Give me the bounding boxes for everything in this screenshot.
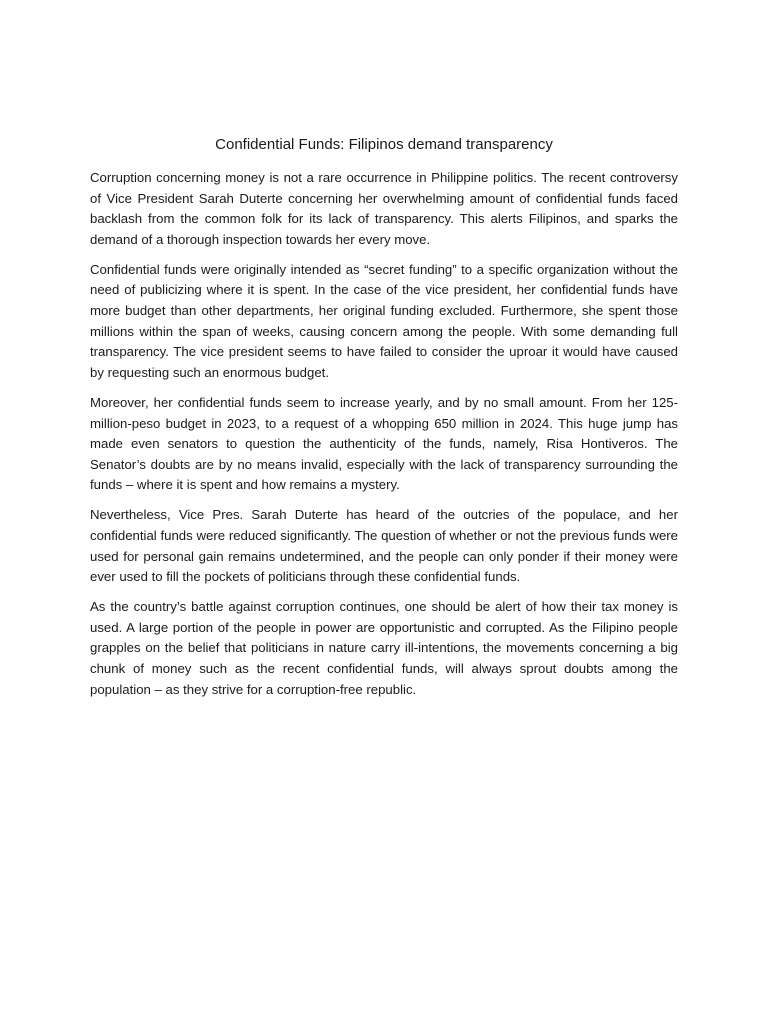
paragraph-2: Confidential funds were originally intended as “secret funding” to a specific organization without the need of publicizing where it is spent. In the case of the vice president, her confidential funds have more budget than other departments, her original funding excluded. Furthermore, she spent those millions within the span of weeks, causing concern among the people. With some demanding full transparency. The vice president seems to have failed to consider the uproar it would have caused by requesting such an enormous budget. xyxy=(90,261,678,380)
document-body xyxy=(90,168,678,710)
paragraph-4: Nevertheless, Vice Pres. Sarah Duterte has heard of the outcries of the populace, and her confidential funds were reduced significantly. The question of whether or not the previous funds were used for personal gain remains undetermined, and the people can only ponder if their money were ever used to fill the pockets of politicians through these confidential funds. xyxy=(90,507,678,585)
paragraph-5: As the country’s battle against corruption continues, one should be alert of how their tax money is used. A large portion of the people in power are opportunistic and corrupted. As the Filipino people grapples on the belief that politicians in nature carry ill-intentions, the movements concerning a big chunk of money such as the recent confidential funds, will always sprout doubts among the population – as they strive for a corruption-free republic. xyxy=(90,599,678,697)
paragraph-1: Corruption concerning money is not a rare occurrence in Philippine politics. The recent controversy of Vice President Sarah Duterte concerning her overwhelming amount of confidential funds faced backlash from the common folk for its lack of transparency. This alerts Filipinos, and sparks the demand of a thorough inspection towards her every move. xyxy=(90,170,678,247)
paragraph-3: Moreover, her confidential funds seem to increase yearly, and by no small amount. From her 125-million-peso budget in 2023, to a request of a whopping 650 million in 2024. This huge jump has made even senators to question the authenticity of the funds, namely, Risa Hontiveros. The Senator’s doubts are by no means invalid, especially with the lack of transparency surrounding the funds – where it is spent and how remains a mystery. xyxy=(90,394,678,493)
document-title: Confidential Funds: Filipinos demand transparency xyxy=(215,136,553,153)
